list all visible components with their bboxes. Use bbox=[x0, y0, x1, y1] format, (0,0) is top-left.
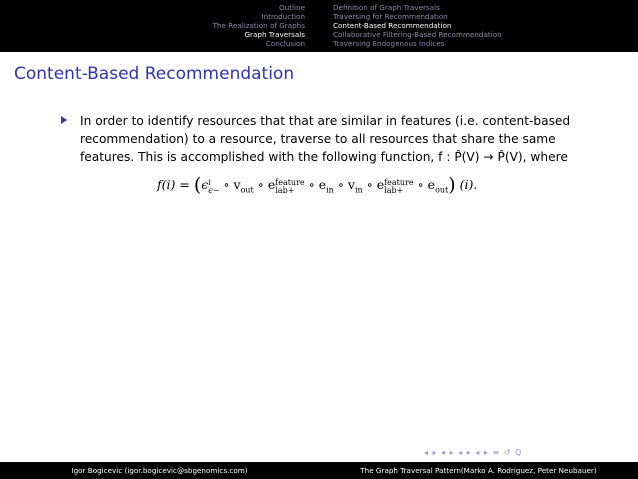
formula-op4: ∘ v bbox=[333, 177, 355, 192]
bullet-text: In order to identify resources that that are similar in features (i.e. content-based recommendation) to a resource, traverse to all resources that share the same features. This is accomplished with the following function, f : P̂(V) → P̂(V), where bbox=[80, 114, 571, 164]
formula-efeature2-scripts bbox=[384, 179, 413, 195]
formula-op6: ∘ e bbox=[413, 177, 436, 192]
section-conclusion[interactable]: Conclusion bbox=[265, 39, 305, 48]
formula-open-paren: ( bbox=[193, 174, 202, 196]
slide-body bbox=[64, 112, 584, 166]
subsection-endogenous[interactable]: Traversing Endogenous Indices bbox=[333, 39, 445, 48]
formula-efeature2-sup: feature bbox=[384, 178, 414, 187]
formula-close-paren: ) bbox=[448, 174, 456, 196]
footer bbox=[0, 462, 638, 479]
formula bbox=[157, 174, 477, 196]
slide-title: Content-Based Recommendation bbox=[14, 64, 295, 84]
formula-op2: ∘ e bbox=[253, 177, 276, 192]
formula-vin-sub: in bbox=[354, 185, 363, 195]
formula-epsilon: ϵ bbox=[201, 177, 209, 192]
section-graph-traversals[interactable]: Graph Traversals bbox=[244, 30, 305, 39]
section-outline[interactable]: Outline bbox=[278, 3, 305, 12]
section-introduction[interactable]: Introduction bbox=[261, 12, 305, 21]
formula-efeature-sup: feature bbox=[275, 178, 305, 187]
subsection-nav bbox=[333, 3, 502, 48]
formula-tail: (i). bbox=[459, 177, 478, 192]
formula-epsilon-sup: i bbox=[208, 178, 211, 187]
subsection-content-based[interactable]: Content-Based Recommendation bbox=[333, 21, 452, 30]
formula-epsilon-scripts bbox=[208, 179, 219, 195]
section-nav bbox=[213, 3, 305, 48]
subsection-traversing-recommendation[interactable]: Traversing for Recommendation bbox=[333, 12, 448, 21]
bullet-triangle-icon bbox=[61, 116, 67, 124]
formula-lhs: f(i) = bbox=[157, 177, 190, 192]
formula-op1: ∘ v bbox=[219, 177, 241, 192]
subsection-definition[interactable]: Definition of Graph Traversals bbox=[333, 3, 440, 12]
footer-author: Igor Bogicevic (igor.bogicevic@sbgenomics.com) bbox=[0, 462, 319, 479]
formula-efeature-scripts bbox=[275, 179, 304, 195]
footer-title: The Graph Traversal Pattern(Marko A. Rodriguez, Peter Neubauer) bbox=[319, 462, 638, 479]
formula-eout-sub: out bbox=[435, 185, 449, 195]
formula-ein-sub: in bbox=[326, 185, 334, 195]
formula-vout-sub: out bbox=[240, 185, 254, 195]
formula-op5: ∘ e bbox=[362, 177, 385, 192]
formula-efeature-sub: lab+ bbox=[275, 186, 295, 195]
formula-epsilon-sub: ϵ− bbox=[208, 186, 220, 195]
header-bar bbox=[0, 0, 638, 52]
formula-op3: ∘ e bbox=[304, 177, 327, 192]
section-realization[interactable]: The Realization of Graphs bbox=[212, 21, 305, 30]
formula-efeature2-sub: lab+ bbox=[384, 186, 404, 195]
beamer-nav-icons[interactable]: ◂ ▸ ◂ ▸ ◂ ▸ ◂ ▸ ≡ ↺ Q bbox=[424, 448, 523, 457]
subsection-collaborative[interactable]: Collaborative Filtering-Based Recommendation bbox=[333, 30, 502, 39]
